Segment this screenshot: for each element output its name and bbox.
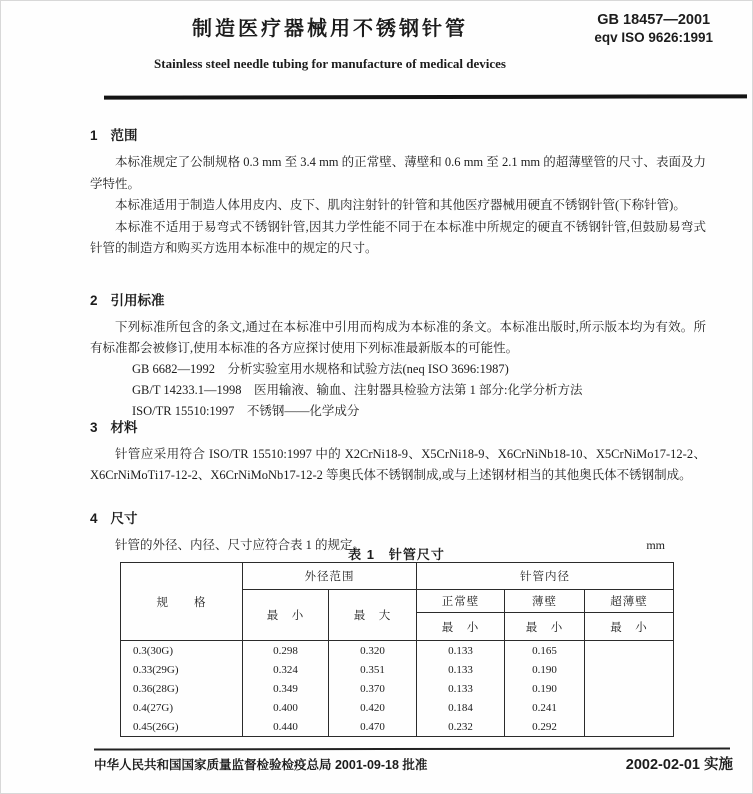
paragraph: 本标准规定了公制规格 0.3 mm 至 3.4 mm 的正常壁、薄壁和 0.6 mm 至 2.1 mm 的超薄壁管的尺寸、表面及力学特性。 bbox=[90, 155, 706, 191]
cell-od-min: 0.400 bbox=[243, 698, 329, 717]
reference-item: ISO/TR 15510:1997 不锈钢——化学成分 bbox=[132, 404, 360, 418]
cell-spec: 0.45(26G) bbox=[121, 717, 243, 737]
column-header-thin-wall: 薄壁 bbox=[505, 590, 585, 613]
implementation-date: 2002-02-01 实施 bbox=[625, 757, 733, 773]
column-header-min: 最 小 bbox=[243, 590, 329, 641]
cell-id-normal: 0.133 bbox=[417, 641, 505, 661]
standard-equivalence: eqv ISO 9626:1991 bbox=[594, 30, 713, 45]
paragraph: 针管的外径、内径、尺寸应符合表 1 的规定。 bbox=[115, 538, 366, 552]
section-normative-references bbox=[90, 289, 706, 422]
column-header-normal-wall: 正常壁 bbox=[417, 590, 505, 613]
document-header bbox=[90, 8, 713, 98]
cell-id-normal: 0.133 bbox=[417, 679, 505, 698]
section-number: 2 bbox=[90, 293, 98, 308]
section-number: 3 bbox=[90, 420, 98, 435]
section-number: 4 bbox=[90, 511, 98, 526]
subheader-min-ultrathin: 最 小 bbox=[585, 613, 674, 641]
header-divider bbox=[104, 94, 747, 99]
cell-id-normal: 0.184 bbox=[417, 698, 505, 717]
cell-id-ultrathin bbox=[585, 698, 674, 717]
cell-od-max: 0.470 bbox=[329, 717, 417, 737]
section-scope bbox=[90, 124, 706, 260]
cell-spec: 0.36(28G) bbox=[121, 679, 243, 698]
standard-number-block bbox=[594, 12, 713, 46]
cell-id-thin: 0.165 bbox=[505, 641, 585, 661]
cell-od-min: 0.440 bbox=[243, 717, 329, 737]
page-title-english: Stainless steel needle tubing for manufacture of medical devices bbox=[154, 56, 506, 71]
cell-od-min: 0.349 bbox=[243, 679, 329, 698]
section-title: 引用标准 bbox=[110, 293, 165, 308]
subheader-min-normal: 最 小 bbox=[417, 613, 505, 641]
section-heading bbox=[90, 416, 706, 436]
cell-id-thin: 0.190 bbox=[505, 660, 585, 679]
column-header-inner-diameter: 针管内径 bbox=[417, 563, 674, 590]
section-heading bbox=[90, 124, 706, 144]
cell-id-thin: 0.241 bbox=[505, 698, 585, 717]
table-caption-row bbox=[120, 538, 673, 562]
section-title: 材料 bbox=[110, 420, 138, 435]
column-header-spec: 规 格 bbox=[121, 563, 243, 641]
cell-id-normal: 0.232 bbox=[417, 717, 505, 737]
section-title: 范围 bbox=[110, 128, 138, 143]
cell-od-max: 0.320 bbox=[329, 641, 417, 661]
table-row bbox=[121, 698, 674, 717]
paragraph: 本标准适用于制造人体用皮内、皮下、肌肉注射针的针管和其他医疗器械用硬直不锈钢针管(下称针管)。 bbox=[115, 198, 686, 212]
footer-divider bbox=[94, 747, 730, 750]
approval-statement: 中华人民共和国国家质量监督检验检疫总局 2001-09-18 批准 bbox=[94, 758, 428, 772]
section-materials bbox=[90, 416, 706, 486]
paragraph: 本标准不适用于易弯式不锈钢针管,因其力学性能不同于在本标准中所规定的硬直不锈钢针管,但鼓励易弯式针管的制造方和购买方选用本标准中的规定的尺寸。 bbox=[90, 219, 706, 255]
cell-od-max: 0.351 bbox=[329, 660, 417, 679]
section-heading bbox=[90, 289, 706, 309]
standard-number: GB 18457—2001 bbox=[597, 12, 711, 28]
cell-id-thin: 0.292 bbox=[505, 717, 585, 737]
table-caption: 表 1 针管尺寸 bbox=[348, 547, 445, 562]
subheader-min-thin: 最 小 bbox=[505, 613, 585, 641]
column-header-max: 最 大 bbox=[329, 590, 417, 641]
column-header-od-range: 外径范围 bbox=[243, 563, 417, 590]
cell-id-normal: 0.133 bbox=[417, 660, 505, 679]
paragraph: 下列标准所包含的条文,通过在本标准中引用而构成为本标准的条文。本标准出版时,所示版本均为有效。所有标准都会被修订,使用本标准的各方应探讨使用下列标准最新版本的可能性。 bbox=[90, 320, 706, 355]
cell-od-min: 0.324 bbox=[243, 660, 329, 679]
cell-id-ultrathin bbox=[585, 641, 674, 661]
cell-id-ultrathin bbox=[585, 717, 674, 737]
paragraph: 针管应采用符合 ISO/TR 15510:1997 中的 X2CrNi18-9、X5CrNi18-9、X6CrNiNb18-10、X5CrNiMo17-12-2、X6CrNiMoTi17-12-2、X6CrNiMoNb17-12-2 等奥氏体不锈钢制成,或与上述钢材相当的其他奥氏体不锈钢制成。 bbox=[90, 447, 706, 482]
cell-spec: 0.4(27G) bbox=[121, 698, 243, 717]
section-number: 1 bbox=[90, 128, 98, 143]
cell-spec: 0.33(29G) bbox=[121, 660, 243, 679]
section-title: 尺寸 bbox=[110, 511, 138, 526]
cell-id-thin: 0.190 bbox=[505, 679, 585, 698]
table-row bbox=[121, 717, 674, 737]
table-row bbox=[121, 641, 674, 661]
section-heading bbox=[90, 507, 706, 527]
table-row bbox=[121, 660, 674, 679]
cell-od-min: 0.298 bbox=[243, 641, 329, 661]
page-title: 制造医疗器械用不锈钢针管 bbox=[192, 18, 468, 40]
reference-item: GB/T 14233.1—1998 医用输液、输血、注射器具检验方法第 1 部分:化学分析方法 bbox=[132, 383, 583, 397]
table-unit-label: mm bbox=[646, 538, 665, 552]
cell-od-max: 0.370 bbox=[329, 679, 417, 698]
cell-id-ultrathin bbox=[585, 660, 674, 679]
cell-id-ultrathin bbox=[585, 679, 674, 698]
column-header-ultrathin-wall: 超薄壁 bbox=[585, 590, 674, 613]
cell-od-max: 0.420 bbox=[329, 698, 417, 717]
cell-spec: 0.3(30G) bbox=[121, 641, 243, 661]
needle-dimensions-table bbox=[120, 562, 674, 737]
reference-item: GB 6682—1992 分析实验室用水规格和试验方法(neq ISO 3696:1987) bbox=[132, 362, 509, 376]
table-row bbox=[121, 679, 674, 698]
